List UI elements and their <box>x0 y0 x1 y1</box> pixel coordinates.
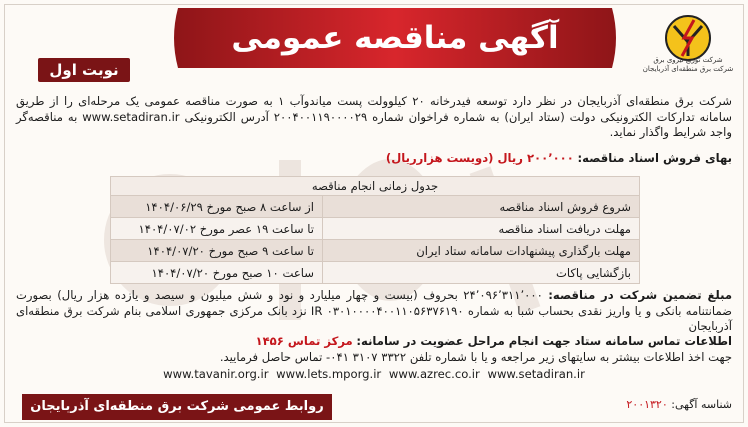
schedule-row-value: ساعت ۱۰ صبح مورخ ۱۴۰۴/۰۷/۲۰ <box>111 262 323 284</box>
schedule-row-label: مهلت بارگذاری پیشنهادات سامانه ستاد ایران <box>323 240 640 262</box>
logo-caption <box>640 56 736 74</box>
ad-id <box>626 398 732 411</box>
schedule-row-label: شروع فروش اسناد مناقصه <box>323 196 640 218</box>
contact-line <box>16 334 732 350</box>
round-badge: نوبت اول <box>38 58 130 82</box>
header <box>0 0 748 92</box>
footer-band: روابط عمومی شرکت برق منطقه‌ای آذربایجان <box>22 394 332 420</box>
schedule-table <box>110 176 640 284</box>
contact-center: مرکز تماس ۱۴۵۶ <box>255 334 353 348</box>
table-row <box>111 196 640 218</box>
contact-info: جهت اخذ اطلاعات بیشتر به سایتهای زیر مراجعه و یا با شماره تلفن ۳۳۲۲ ۳۱۰۷ ۰۴۱- تماس حاصل فرمایید. <box>219 350 732 364</box>
guarantee-text: بحروف (بیست و چهار میلیارد و نود و شش میلیون و سیصد و یازده هزار ریال) بصورت ضمانتنامه بانکی و یا واریز نقدی بحساب شبا به شماره IR ۰۳۰۱۰۰۰۰۴۰۰۱۱۰۵۶۳۷۶۱۹۰ نزد بانک مرکزی جمهوری اسلامی بنام شرکت برق منطقه‌ای آذربایجان <box>16 288 732 333</box>
price-line <box>16 151 732 167</box>
website-list: www.tavanir.org.ir www.lets.mporg.ir www.azrec.co.ir www.setadiran.ir <box>163 367 585 381</box>
schedule-row-value: از ساعت ۸ صبح مورخ ۱۴۰۴/۰۶/۲۹ <box>111 196 323 218</box>
schedule-row-label: مهلت دریافت اسناد مناقصه <box>323 218 640 240</box>
ad-id-label: شناسه آگهی: <box>671 398 732 411</box>
schedule-row-value: تا ساعت ۹ صبح مورخ ۱۴۰۴/۰۷/۲۰ <box>111 240 323 262</box>
table-row <box>111 262 640 284</box>
contact-label: اطلاعات تماس سامانه ستاد جهت انجام مراحل عضویت در سامانه: <box>356 334 732 348</box>
logo-caption-line1: شرکت توزیع نیروی برق <box>653 56 723 64</box>
price-value: ۲۰۰٬۰۰۰ ریال (دویست هزارریال) <box>385 151 574 165</box>
guarantee-amount: ۲۴٬۰۹۶٬۳۱۱٬۰۰۰ <box>463 288 543 302</box>
schedule-row-value: تا ساعت ۱۹ عصر مورخ ۱۴۰۴/۰۷/۰۲ <box>111 218 323 240</box>
guarantee-label: مبلغ تضمین شرکت در مناقصه: <box>548 288 733 302</box>
guarantee-paragraph <box>16 288 732 335</box>
schedule-row-label: بازگشایی پاکات <box>323 262 640 284</box>
price-label: بهای فروش اسناد مناقصه: <box>577 151 732 165</box>
ad-id-value: ۲۰۰۱۳۲۰ <box>626 398 668 411</box>
logo-caption-line2: شرکت برق منطقه‌ای آذربایجان <box>642 65 734 73</box>
schedule-caption: جدول زمانی انجام مناقصه <box>111 177 640 196</box>
intro-paragraph: شرکت برق منطقه‌ای آذربایجان در نظر دارد توسعه فیدرخانه ۲۰ کیلوولت پست میاندوآب ۱ به صورت مناقصه عمومی یک مرحله‌ای را از طریق سامانه تدارکات الکترونیکی دولت (ستاد ایران) به شماره فراخوان شماره ۲۰۰۴۰۰۱۱۹۰۰۰۰۲۹ آدرس الکترونیکی www.setadiran.ir به مناقصه‌گر واجد شرایط واگذار نماید. <box>16 94 732 139</box>
table-row <box>111 240 640 262</box>
table-row <box>111 218 640 240</box>
page-title: آگهی مناقصه عمومی <box>231 20 559 56</box>
